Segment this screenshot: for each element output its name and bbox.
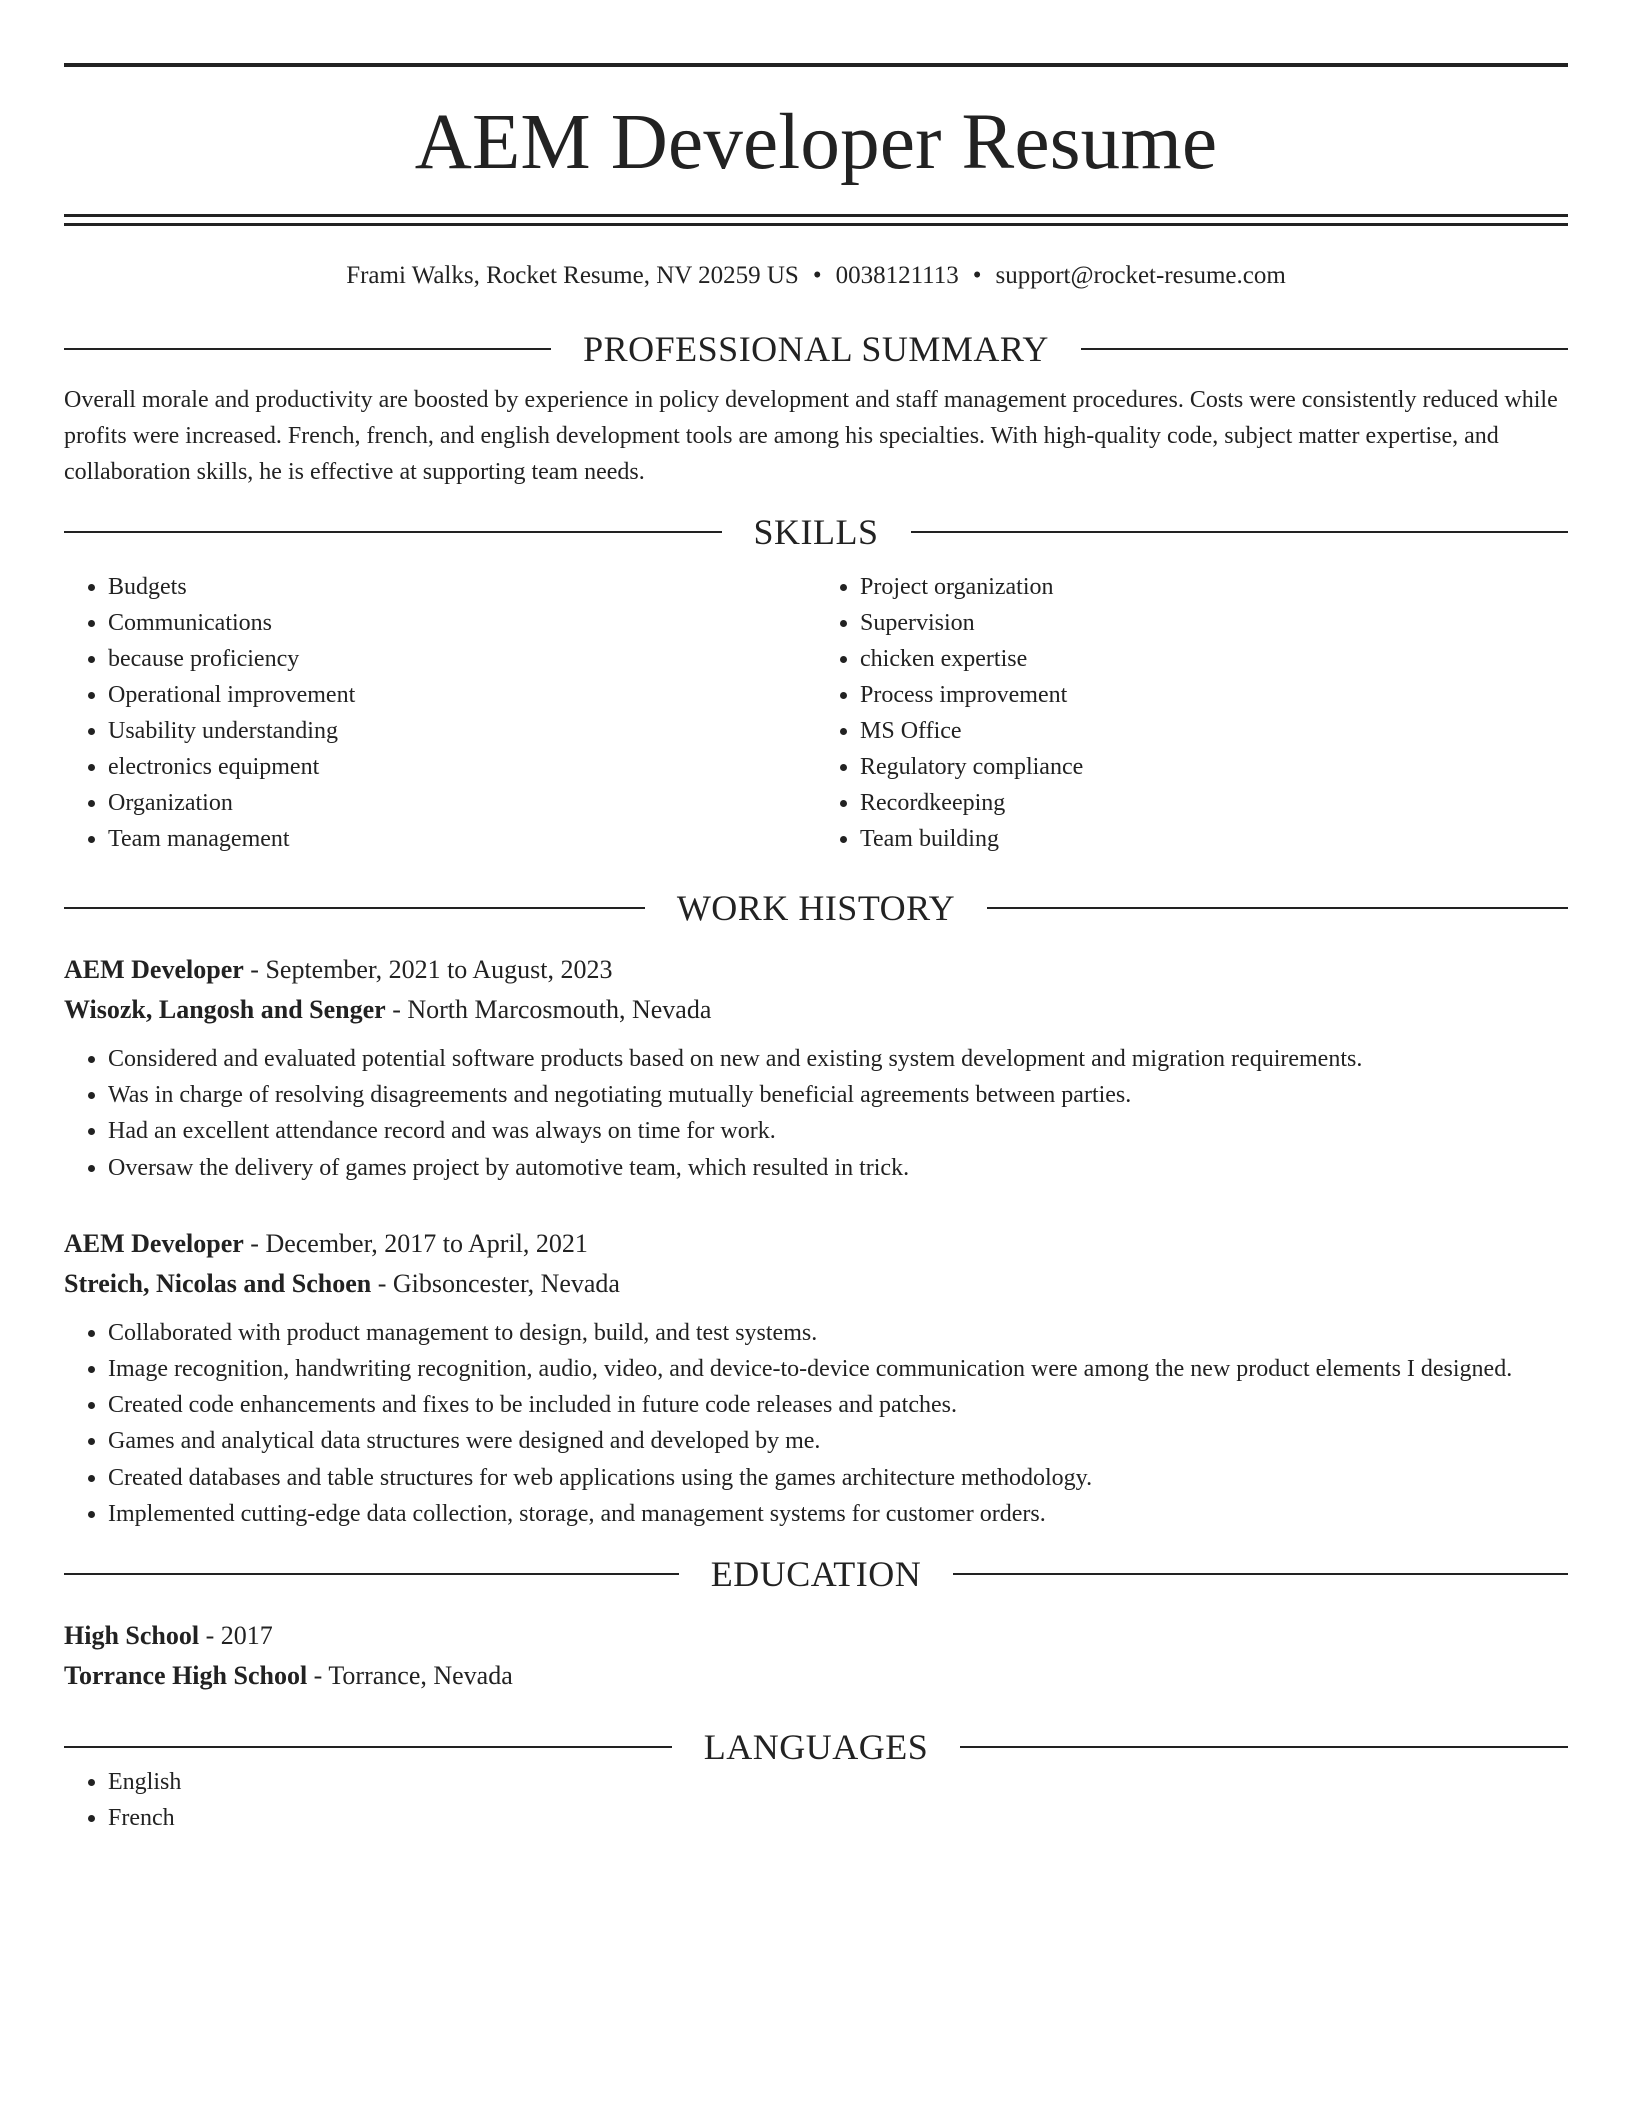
skill-item: • Organization xyxy=(108,785,816,821)
contact-address: Frami Walks, Rocket Resume, NV 20259 US xyxy=(346,262,799,289)
job-bullets xyxy=(64,1315,1568,1532)
language-item: • English xyxy=(108,1764,1568,1800)
heading-rule xyxy=(64,1746,672,1748)
page-title: AEM Developer Resume xyxy=(414,99,1218,186)
summary-heading-label: PROFESSIONAL SUMMARY xyxy=(583,329,1049,369)
skills-heading-label: SKILLS xyxy=(753,512,879,552)
job-dates: - September, 2021 to August, 2023 xyxy=(243,955,613,984)
contact-email: support@rocket-resume.com xyxy=(995,262,1286,289)
languages-list xyxy=(64,1764,1568,1836)
education-year: - 2017 xyxy=(199,1621,273,1651)
job-title: AEM Developer xyxy=(64,1228,244,1258)
job-bullet: • Implemented cutting-edge data collection, storage, and management systems for customer orders. xyxy=(108,1496,1568,1532)
job-company-line xyxy=(64,990,1568,1030)
job-company-line xyxy=(64,1264,1568,1304)
heading-rule xyxy=(64,348,551,350)
job-bullets xyxy=(64,1041,1568,1186)
heading-rule xyxy=(987,907,1568,909)
job-title-line xyxy=(64,950,1568,990)
heading-rule xyxy=(64,1573,679,1575)
skill-item: • Project organization xyxy=(860,569,1568,605)
skill-item: • chicken expertise xyxy=(860,641,1568,677)
job-entry xyxy=(64,950,1568,1186)
job-company: Wisozk, Langosh and Senger xyxy=(64,995,386,1024)
heading-rule xyxy=(64,531,722,533)
education-entry xyxy=(64,1616,1568,1696)
skill-item: • Regulatory compliance xyxy=(860,749,1568,785)
skill-item: • Budgets xyxy=(108,569,816,605)
education-school-line xyxy=(64,1656,1568,1696)
work-heading xyxy=(64,888,1568,928)
job-bullet: • Created code enhancements and fixes to be included in future code releases and patches. xyxy=(108,1387,1568,1423)
skill-item: • MS Office xyxy=(860,713,1568,749)
job-bullet: • Games and analytical data structures were designed and developed by me. xyxy=(108,1423,1568,1459)
heading-rule xyxy=(911,531,1569,533)
job-bullet: • Created databases and table structures for web applications using the games architecture methodology. xyxy=(108,1460,1568,1496)
skill-item: • Communications xyxy=(108,605,816,641)
skill-item: • Usability understanding xyxy=(108,713,816,749)
contact-phone: 0038121113 xyxy=(835,262,959,289)
top-rule xyxy=(64,63,1568,67)
summary-text: Overall morale and productivity are boosted by experience in policy development and staff management procedures. Costs were consistently reduced while profits were increased. French, french, and english development tools are among his specialties. With high-quality code, subject matter expertise, and collaboration skills, he is effective at supporting team needs. xyxy=(64,387,1558,485)
skill-item: • Supervision xyxy=(860,605,1568,641)
languages-heading xyxy=(64,1727,1568,1768)
job-entry xyxy=(64,1224,1568,1532)
skill-item: • Operational improvement xyxy=(108,677,816,713)
skill-item: • Team building xyxy=(860,821,1568,857)
skill-item: • Process improvement xyxy=(860,677,1568,713)
skill-item: • Team management xyxy=(108,821,816,857)
job-location: - Gibsoncester, Nevada xyxy=(371,1268,620,1298)
education-heading xyxy=(64,1554,1568,1595)
contact-separator: • xyxy=(812,262,822,289)
skill-item: • Recordkeeping xyxy=(860,785,1568,821)
skills-heading xyxy=(64,512,1568,552)
skills-list xyxy=(64,569,1568,857)
job-bullet: • Oversaw the delivery of games project by automotive team, which resulted in trick. xyxy=(108,1150,1568,1186)
job-title-line xyxy=(64,1224,1568,1264)
contact-line xyxy=(64,263,1568,288)
heading-rule xyxy=(960,1746,1568,1748)
skills-column-left xyxy=(64,569,816,857)
education-degree: High School xyxy=(64,1621,200,1651)
skill-item: • because proficiency xyxy=(108,641,816,677)
job-bullet: • Considered and evaluated potential software products based on new and existing system development and migration requirements. xyxy=(108,1041,1568,1077)
contact-separator: • xyxy=(972,262,982,289)
education-school: Torrance High School xyxy=(64,1661,308,1691)
heading-rule xyxy=(64,907,645,909)
job-bullet: • Image recognition, handwriting recognition, audio, video, and device-to-device communication were among the new product elements I designed. xyxy=(108,1351,1568,1387)
job-dates: - December, 2017 to April, 2021 xyxy=(243,1228,588,1258)
job-title: AEM Developer xyxy=(64,955,244,984)
heading-rule xyxy=(1081,348,1568,350)
work-heading-label: WORK HISTORY xyxy=(676,888,956,928)
summary-heading xyxy=(64,329,1568,369)
languages-heading-label: LANGUAGES xyxy=(703,1727,929,1768)
job-bullet: • Was in charge of resolving disagreements and negotiating mutually beneficial agreements between parties. xyxy=(108,1077,1568,1113)
job-location: - North Marcosmouth, Nevada xyxy=(385,995,712,1024)
heading-rule xyxy=(953,1573,1568,1575)
education-heading-label: EDUCATION xyxy=(710,1554,922,1595)
education-degree-line xyxy=(64,1616,1568,1656)
skills-column-right xyxy=(816,569,1568,857)
job-company: Streich, Nicolas and Schoen xyxy=(64,1268,372,1298)
title-double-rule xyxy=(64,214,1568,226)
job-bullet: • Collaborated with product management to design, build, and test systems. xyxy=(108,1315,1568,1351)
job-bullet: • Had an excellent attendance record and was always on time for work. xyxy=(108,1113,1568,1149)
language-item: • French xyxy=(108,1800,1568,1836)
education-location: - Torrance, Nevada xyxy=(307,1661,513,1691)
skill-item: • electronics equipment xyxy=(108,749,816,785)
